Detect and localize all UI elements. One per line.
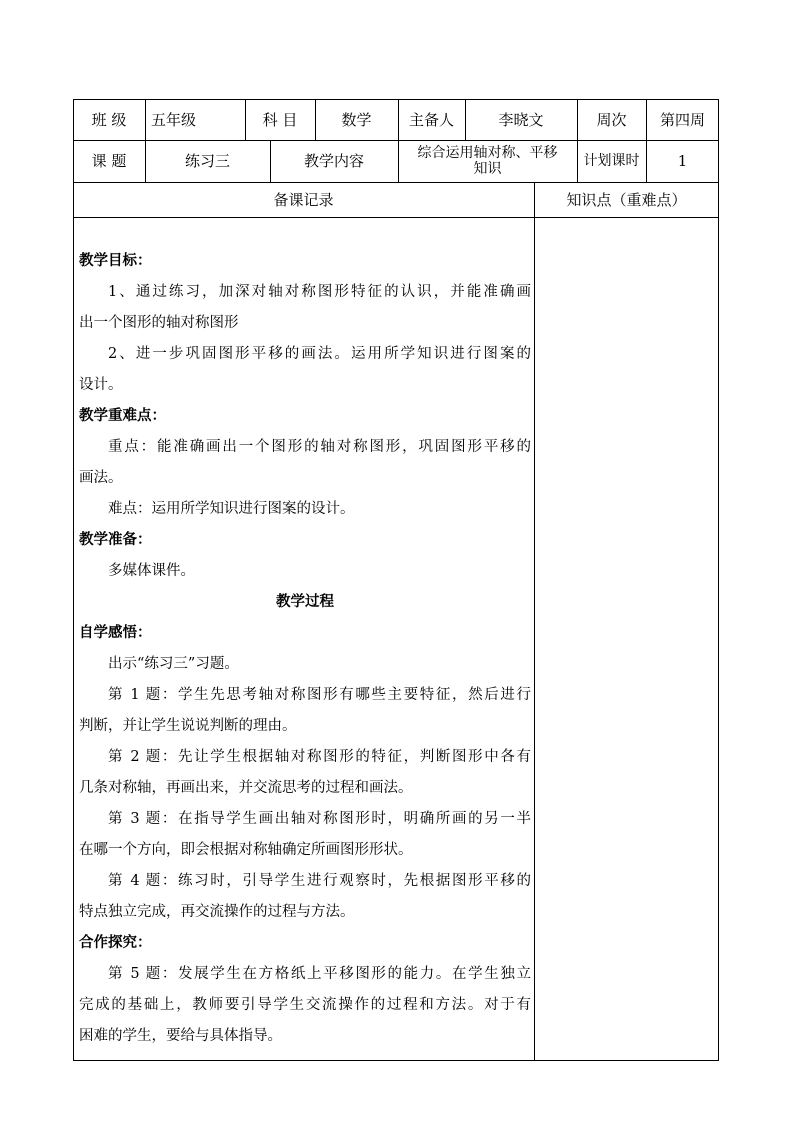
goals-heading: 教学目标： xyxy=(79,253,152,269)
keypoints-heading: 教学重难点： xyxy=(79,408,166,424)
show-exercise-line: 出示“练习三”习题。 xyxy=(108,656,239,672)
topic-label: 课 题 xyxy=(91,152,127,170)
question-2-line: 第 2 题：先让学生根据轴对称图形的特征，判断图形中各有 xyxy=(108,749,531,765)
goal-1-line: 1、通过练习，加深对轴对称图形特征的认识，并能准确画 xyxy=(108,284,531,300)
preparer-value: 李晓文 xyxy=(498,110,544,129)
key-point-line: 重点：能准确画出一个图形的轴对称图形，巩固图形平移的 xyxy=(108,439,531,455)
question-3-line: 在哪一个方向，即会根据对称轴确定所画图形形状。 xyxy=(79,842,413,858)
cooperation-heading: 合作探究： xyxy=(79,935,152,951)
preparer-label: 主备人 xyxy=(408,110,454,129)
question-1-line: 第 1 题：学生先思考轴对称图形有哪些主要特征，然后进行 xyxy=(108,687,531,703)
goal-2-line: 设计。 xyxy=(79,377,123,393)
question-5-line: 困难的学生，要给与具体指导。 xyxy=(79,1028,282,1044)
question-5-line: 完成的基础上，教师要引导学生交流操作的过程和方法。对于有 xyxy=(79,997,531,1013)
subject-value: 数学 xyxy=(341,110,372,129)
lesson-notes xyxy=(79,246,531,1052)
notes-column-header: 备课记录 xyxy=(273,190,334,209)
difficulty-line: 难点：运用所学知识进行图案的设计。 xyxy=(108,501,355,517)
goal-1-line: 出一个图形的轴对称图形 xyxy=(79,315,239,331)
week-value: 第四周 xyxy=(659,110,705,129)
subject-label: 科 目 xyxy=(262,110,298,129)
goal-2-line: 2、进一步巩固图形平移的画法。运用所学知识进行图案的 xyxy=(108,346,531,362)
class-value: 五年级 xyxy=(151,110,197,129)
content-value-line: 综合运用轴对称、平移 xyxy=(417,145,558,161)
process-heading: 教学过程 xyxy=(276,594,334,610)
topic-value: 练习三 xyxy=(184,152,230,170)
question-1-line: 判断，并让学生说说判断的理由。 xyxy=(79,718,297,734)
key-point-line: 画法。 xyxy=(79,470,123,486)
knowledge-column-header: 知识点（重难点） xyxy=(566,190,687,209)
hours-value: 1 xyxy=(677,152,688,170)
self-study-heading: 自学感悟： xyxy=(79,625,152,641)
question-2-line: 几条对称轴，再画出来，并交流思考的过程和画法。 xyxy=(79,780,413,796)
col-divider xyxy=(534,182,535,1061)
content-value-line: 知识 xyxy=(473,161,502,177)
week-label: 周次 xyxy=(596,110,627,129)
class-label: 班 级 xyxy=(91,110,127,129)
question-3-line: 第 3 题：在指导学生画出轴对称图形时，明确所画的另一半 xyxy=(108,811,531,827)
content-value xyxy=(398,140,577,182)
question-4-line: 第 4 题：练习时，引导学生进行观察时，先根据图形平移的 xyxy=(108,873,531,889)
row-divider xyxy=(73,217,719,218)
content-label: 教学内容 xyxy=(303,152,364,170)
prep-line: 多媒体课件。 xyxy=(108,563,195,579)
hours-label: 计划课时 xyxy=(583,153,640,169)
question-5-line: 第 5 题：发展学生在方格纸上平移图形的能力。在学生独立 xyxy=(108,966,531,982)
question-4-line: 特点独立完成，再交流操作的过程与方法。 xyxy=(79,904,355,920)
prep-heading: 教学准备： xyxy=(79,532,152,548)
